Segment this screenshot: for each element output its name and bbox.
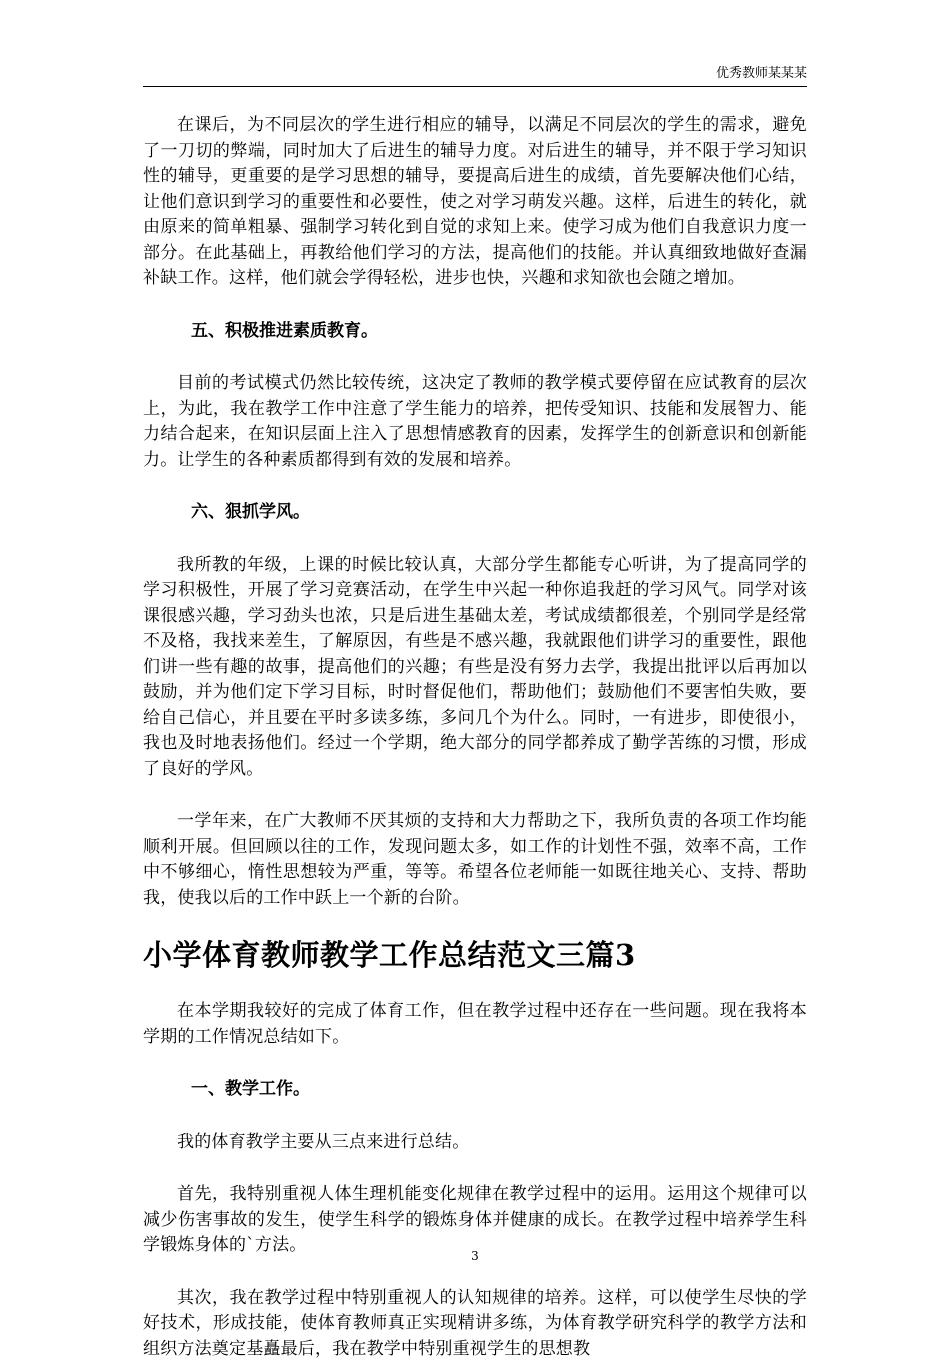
paragraph-tutoring: 在课后，为不同层次的学生进行相应的辅导，以满足不同层次的学生的需求，避免了一刀切的弊端，同时加大了后进生的辅导力度。对后进生的辅导，并不限于学习知识性的辅导，更重要的是学习思想的辅导，要提高后进生的成绩，首先要解决他们心结，让他们意识到学习的重要性和必要性，使之对学习萌发兴趣。这样，后进生的转化，就由原来的简单粗暴、强制学习转化到自觉的求知上来。使学习成为他们自我意识力度一部分。在此基础上，再教给他们学习的方法，提高他们的技能。并认真细致地做好查漏补缺工作。这样，他们就会学得轻松，进步也快，兴趣和求知欲也会随之增加。 xyxy=(143,113,807,292)
paragraph-cognition: 其次，我在教学过程中特别重视人的认知规律的培养。这样，可以使学生尽快的学好技术，形成技能，使体育教师真正实现精讲多练，为体育教学研究科学的教学方法和组织方法奠定基矗最后，我在教学中特别重视学生的思想教 xyxy=(143,1286,807,1362)
document-body xyxy=(143,113,807,1362)
section-title-part-3: 小学体育教师教学工作总结范文三篇3 xyxy=(143,936,807,974)
header-divider xyxy=(143,86,807,87)
paragraph-study-style: 我所教的年级，上课的时候比较认真，大部分学生都能专心听讲，为了提高同学的学习积极性，开展了学习竞赛活动，在学生中兴起一种你追我赶的学习风气。同学对该课很感兴趣，学习劲头也浓，只是后进生基础太差，考试成绩都很差，个别同学是经常不及格，我找来差生，了解原因，有些是不感兴趣，我就跟他们讲学习的重要性，跟他们讲一些有趣的故事，提高他们的兴趣；有些是没有努力去学，我提出批评以后再加以鼓励，并为他们定下学习目标，时时督促他们，帮助他们；鼓励他们不要害怕失败，要给自己信心，并且要在平时多读多练，多问几个为什么。同时，一有进步，即使很小，我也及时地表扬他们。经过一个学期，绝大部分的同学都养成了勤学苦练的习惯，形成了良好的学风。 xyxy=(143,553,807,783)
paragraph-year-review: 一学年来，在广大教师不厌其烦的支持和大力帮助之下，我所负责的各项工作均能顺利开展。但回顾以往的工作，发现问题太多，如工作的计划性不强，效率不高，工作中不够细心，惰性思想较为严重，等等。希望各位老师能一如既往地关心、支持、帮助我，使我以后的工作中跃上一个新的台阶。 xyxy=(143,809,807,911)
heading-teaching-work: 一、教学工作。 xyxy=(143,1077,807,1103)
heading-quality-education: 五、积极推进素质教育。 xyxy=(143,319,807,345)
paragraph-physiology: 首先，我特别重视人体生理机能变化规律在教学过程中的运用。运用这个规律可以减少伤害事故的发生，使学生科学的锻炼身体并健康的成长。在教学过程中培养学生科学锻炼身体的`方法。 xyxy=(143,1182,807,1259)
paragraph-quality-education: 目前的考试模式仍然比较传统，这决定了教师的教学模式要停留在应试教育的层次上，为此，我在教学工作中注意了学生能力的培养，把传受知识、技能和发展智力、能力结合起来，在知识层面上注入了思想情感教育的因素，发挥学生的创新意识和创新能力。让学生的各种素质都得到有效的发展和培养。 xyxy=(143,371,807,473)
paragraph-three-points: 我的体育教学主要从三点来进行总结。 xyxy=(143,1130,807,1156)
paragraph-semester-intro: 在本学期我较好的完成了体育工作，但在教学过程中还存在一些问题。现在我将本学期的工作情况总结如下。 xyxy=(143,999,807,1050)
heading-study-style: 六、狠抓学风。 xyxy=(143,500,807,526)
page-header-author: 优秀教师某某某 xyxy=(716,66,807,82)
page-number: 3 xyxy=(0,1249,950,1263)
